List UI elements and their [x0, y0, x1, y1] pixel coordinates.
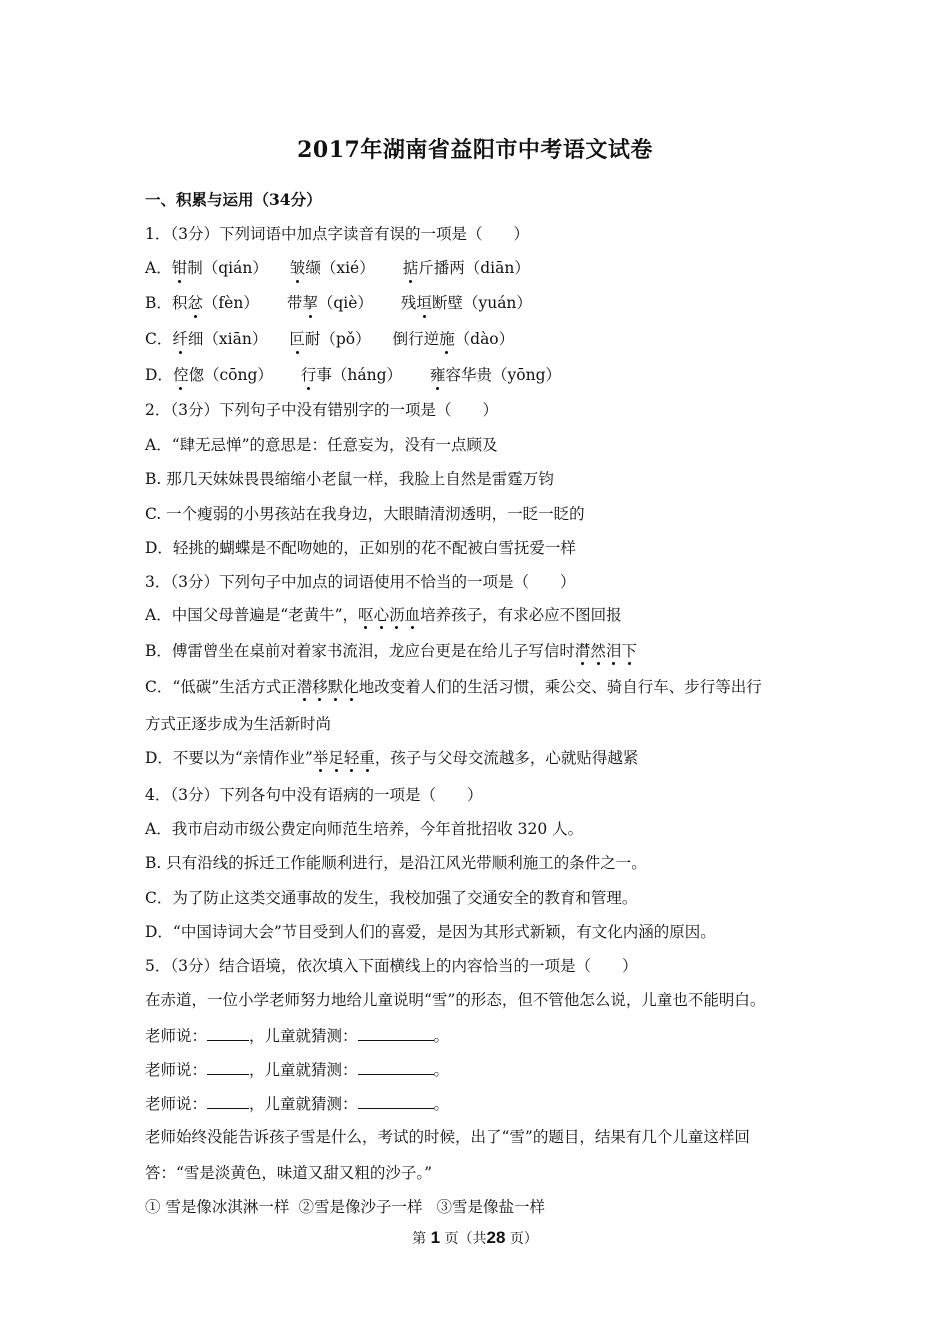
- dotted-char: 沥: [389, 606, 405, 624]
- dotted-char: 潜: [296, 678, 313, 696]
- dotted-char: 足: [328, 749, 344, 767]
- dotted-char: 纤: [172, 330, 188, 348]
- q1-option-c: C．纤细（xiān） 叵耐（pǒ） 倒行逆施（dào）: [145, 330, 515, 348]
- dotted-char: 血: [404, 606, 421, 624]
- dotted-char: 举: [312, 749, 329, 767]
- q2-option-b: B. 那几天妹妹畏畏缩缩小老鼠一样，我脸上自然是雷霆万钧: [145, 470, 554, 488]
- q2-option-a: A．“肆无忌惮”的意思是：任意妄为，没有一点顾及: [145, 436, 498, 454]
- total-page-number: 28: [486, 1228, 506, 1247]
- q5-choice-1: ① 雪是像冰淇淋一样: [145, 1198, 290, 1216]
- dotted-char: 移: [312, 678, 328, 696]
- q5-passage-1: 在赤道，一位小学老师努力地给儿童说明“雪”的形态，但不管他怎么说，儿童也不能明白。: [145, 991, 766, 1009]
- page-footer: 第 1 页（共28 页）: [412, 1228, 538, 1247]
- answer-blank: [358, 1093, 434, 1109]
- q5-blank-line-2: 老师说： ，儿童就猜测： 。: [145, 1061, 450, 1079]
- answer-blank: [207, 1059, 249, 1075]
- question-5-stem: 5．（3分）结合语境，依次填入下面横线上的内容恰当的一项是（ ）: [145, 957, 638, 975]
- dotted-char: 施: [439, 330, 455, 348]
- dotted-char: 泪: [605, 642, 622, 660]
- question-4-stem: 4．（3分）下列各句中没有语病的一项是（ ）: [145, 786, 483, 804]
- q5-passage-2: 老师始终没能告诉孩子雪是什么，考试的时候，出了“雪”的题目，结果有几个儿童这样回: [145, 1128, 750, 1146]
- q3-option-d: D．不要以为“亲情作业”举足轻重，孩子与父母交流越多，心就贴得越紧: [145, 749, 639, 767]
- dotted-char: 然: [590, 642, 606, 660]
- q3-option-c: C．“低碳”生活方式正潜移默化地改变着人们的生活习惯，乘公交、骑自行车、步行等出行: [145, 678, 762, 696]
- answer-blank: [358, 1059, 434, 1075]
- current-page-number: 1: [430, 1228, 441, 1247]
- dotted-char: 心: [373, 606, 390, 624]
- dotted-char: 重: [359, 749, 375, 767]
- dotted-char: 掂: [402, 259, 419, 277]
- q5-choice-2: ②雪是像沙子一样: [298, 1198, 423, 1216]
- page-title: 2017年湖南省益阳市中考语文试卷: [297, 137, 653, 163]
- q5-blank-line-3: 老师说： ，儿童就猜测： 。: [145, 1095, 450, 1113]
- dotted-char: 行: [300, 366, 317, 384]
- q2-option-c: C. 一个瘦弱的小男孩站在我身边，大眼睛清沏透明，一眨一眨的: [145, 505, 585, 523]
- dotted-char: 呕: [358, 606, 374, 624]
- question-2-stem: 2．（3分）下列句子中没有错别字的一项是（ ）: [145, 401, 498, 419]
- dotted-char: 雍: [430, 366, 446, 384]
- q5-choice-3: ③雪是像盐一样: [436, 1198, 545, 1216]
- dotted-char: 化: [343, 678, 359, 696]
- dotted-char: 默: [327, 678, 344, 696]
- q1-option-a: A．钳制（qián） 皱缬（xié） 掂斤播两（diān）: [145, 259, 530, 277]
- dotted-char: 垣: [416, 294, 432, 312]
- q5-choices: [145, 1197, 545, 1217]
- dotted-char: 轻: [343, 749, 360, 767]
- q4-option-c: C．为了防止这类交通事故的发生，我校加强了交通安全的教育和管理。: [145, 889, 638, 907]
- dotted-char: 下: [621, 642, 637, 660]
- q1-option-d: D．倥偬（cōng） 行事（háng） 雍容华贵（yōng）: [145, 366, 562, 384]
- dotted-char: 皱: [289, 259, 306, 277]
- q4-option-a: A．我市启动市级公费定向师范生培养，今年首批招收 320 人。: [145, 820, 584, 838]
- q4-option-d: D．“中国诗词大会”节目受到人们的喜爱，是因为其形式新颖，有文化内涵的原因。: [145, 923, 716, 941]
- question-3-stem: 3．（3分）下列句子中加点的词语使用不恰当的一项是（ ）: [145, 573, 576, 591]
- q3-option-b: B．傅雷曾坐在桌前对着家书流泪，龙应台更是在给儿子写信时潸然泪下: [145, 642, 637, 660]
- answer-blank: [207, 1093, 249, 1109]
- answer-blank: [358, 1025, 434, 1041]
- q5-blank-line-1: 老师说： ，儿童就猜测： 。: [145, 1027, 450, 1045]
- dotted-char: 倥: [172, 366, 189, 384]
- section-heading: 一、积累与运用（34分）: [145, 190, 322, 209]
- answer-blank: [207, 1025, 249, 1041]
- dotted-char: 潸: [574, 642, 591, 660]
- dotted-char: 挈: [302, 294, 318, 312]
- q1-option-b: B．积忿（fèn） 带挈（qiè） 残垣断壁（yuán）: [145, 294, 532, 312]
- dotted-char: 叵: [289, 330, 305, 348]
- q2-option-d: D．轻挑的蝴蝶是不配吻她的，正如别的花不配被白雪抚爱一样: [145, 539, 576, 557]
- question-1-stem: 1．（3分）下列词语中加点字读音有误的一项是（ ）: [145, 225, 529, 243]
- q3-option-a: A．中国父母普遍是“老黄牛”，呕心沥血培养孩子，有求必应不图回报: [145, 606, 622, 624]
- q3-option-c-continued: 方式正逐步成为生活新时尚: [145, 715, 332, 733]
- q5-passage-3: 答：“雪是淡黄色，味道又甜又粗的沙子。”: [145, 1164, 433, 1182]
- dotted-char: 忿: [187, 294, 203, 312]
- dotted-char: 钳: [171, 259, 188, 277]
- q4-option-b: B. 只有沿线的拆迁工作能顺利进行，是沿江风光带顺利施工的条件之一。: [145, 854, 647, 872]
